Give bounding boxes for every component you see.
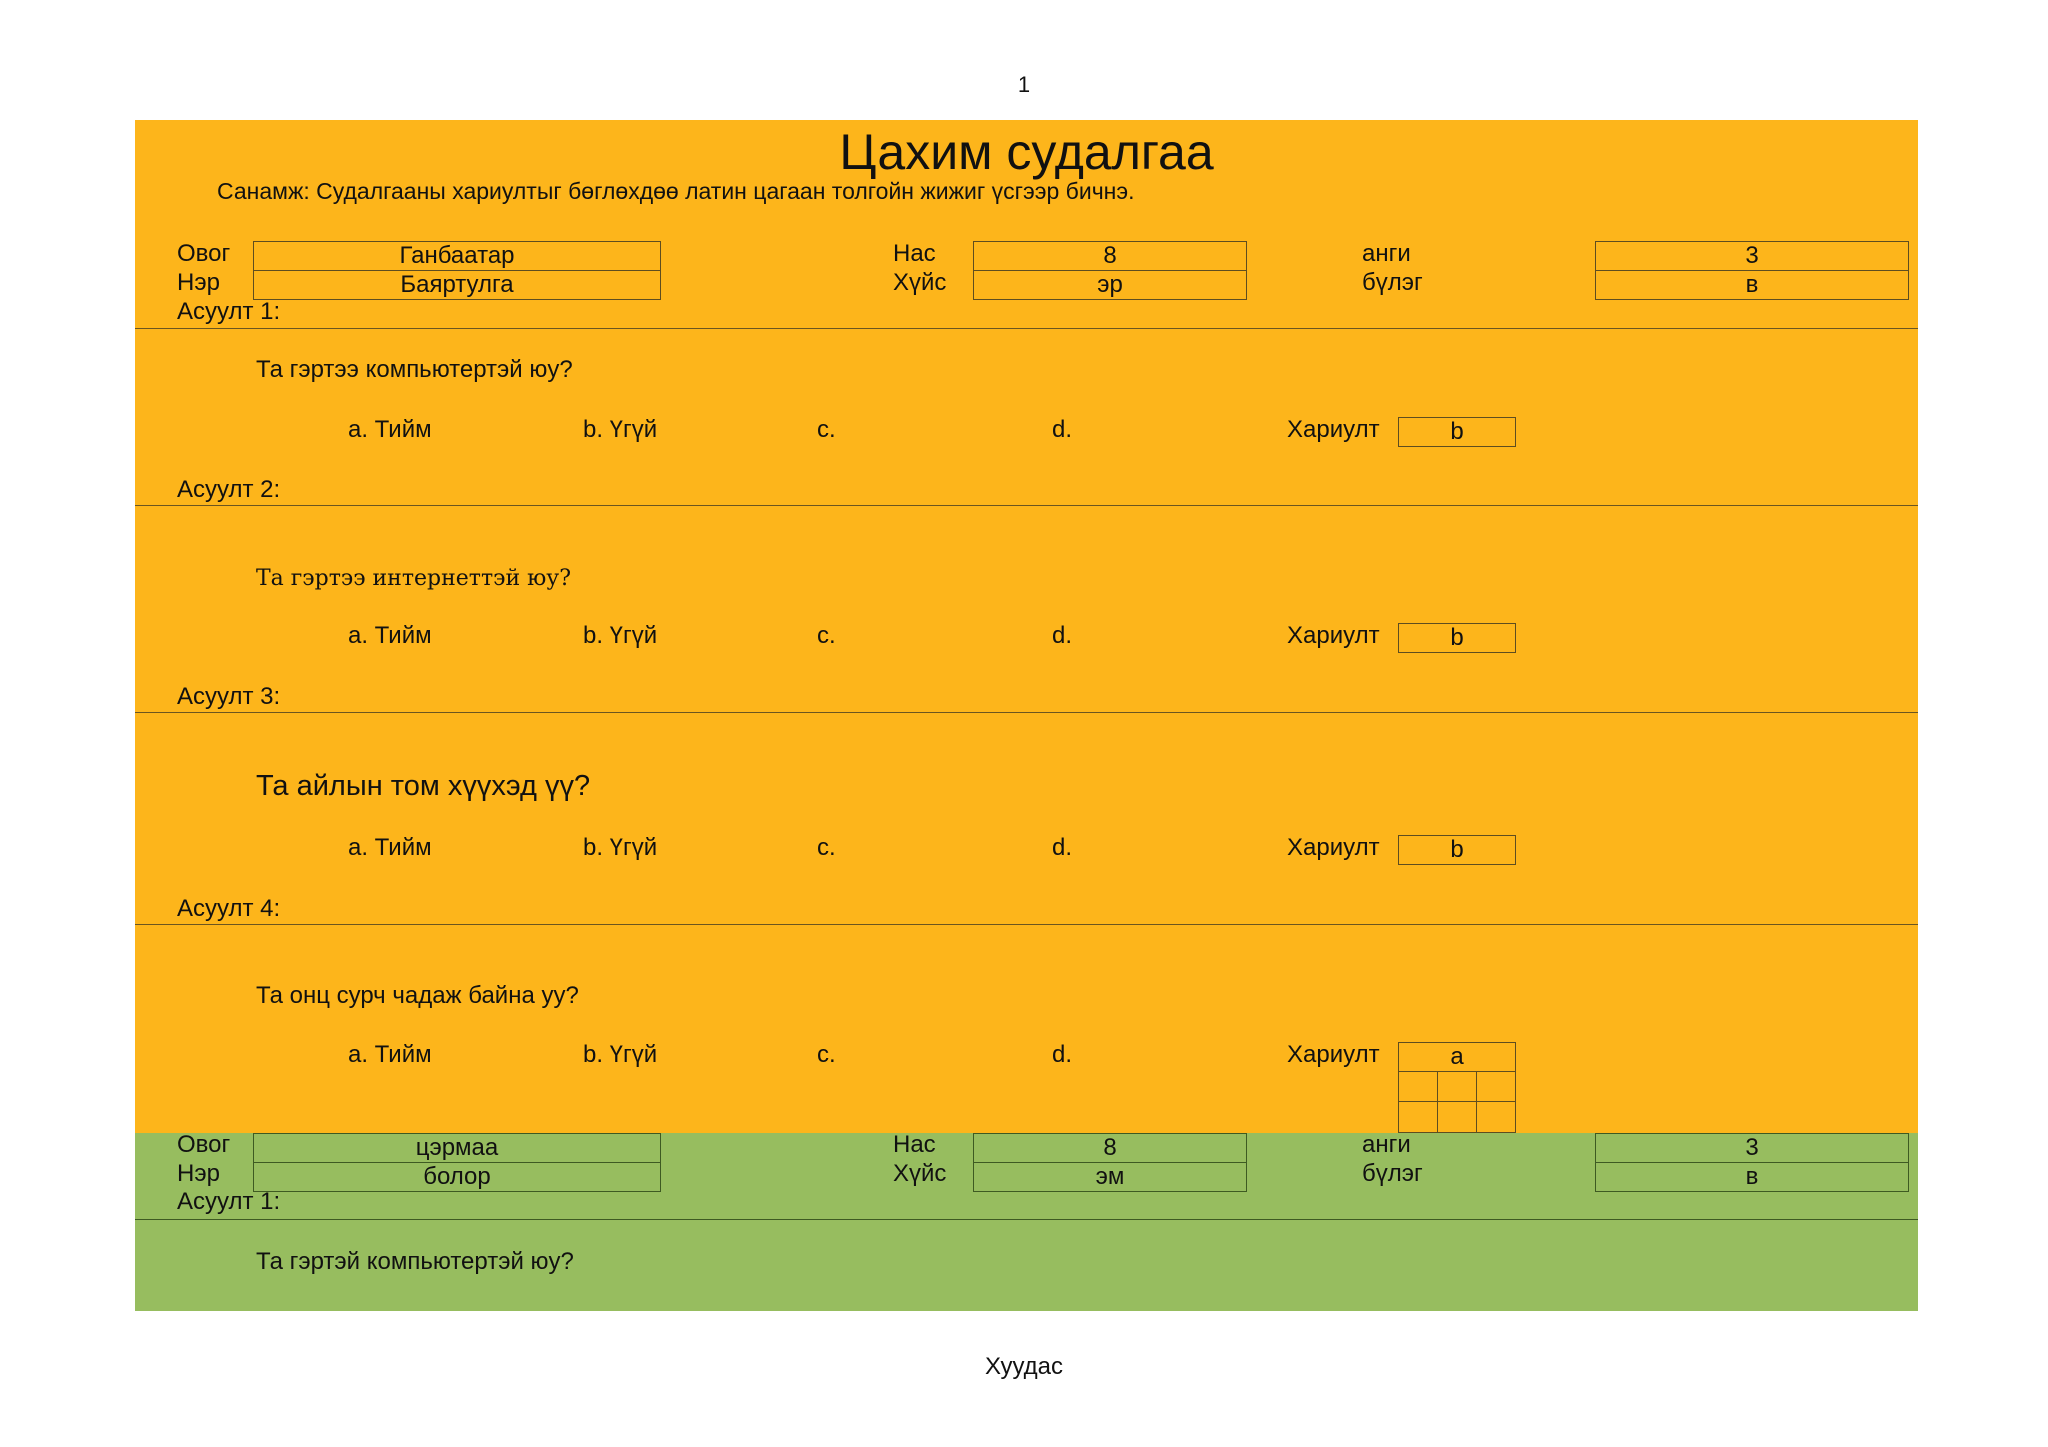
question-3-text: Та айлын том хүүхэд үү? xyxy=(256,770,591,802)
answer-label: Хариулт xyxy=(1287,622,1380,649)
page-footer: Хуудас xyxy=(984,1353,1064,1380)
name-label: Нэр xyxy=(177,1160,220,1187)
question-3-label: Асуулт 3: xyxy=(177,683,281,710)
option-c: c. xyxy=(817,416,836,443)
group-field[interactable]: в xyxy=(1595,1162,1909,1192)
survey-title: Цахим судалгаа xyxy=(839,124,1214,180)
answer-label: Хариулт xyxy=(1287,834,1380,861)
question-1-text: Та гэртээ компьютертэй юу? xyxy=(256,356,573,383)
option-d: d. xyxy=(1052,622,1073,649)
option-a: a. Тийм xyxy=(348,416,432,443)
survey-note: Санамж: Судалгааны хариултыг бөглөхдөө латин цагаан толгойн жижиг үсгээр бичнэ. xyxy=(217,178,1135,204)
question-4-text: Та онц сурч чадаж байна уу? xyxy=(256,982,579,1009)
grid-cell xyxy=(1476,1101,1516,1133)
option-c: c. xyxy=(817,834,836,861)
surname-label: Овог xyxy=(177,240,231,267)
grid-cell xyxy=(1437,1071,1477,1102)
respondent-1-section xyxy=(135,120,1918,1133)
question-1-text: Та гэртэй компьютертэй юу? xyxy=(256,1248,574,1275)
page-number: 1 xyxy=(1017,72,1031,97)
surname-field[interactable]: цэрмаа xyxy=(253,1133,661,1163)
divider xyxy=(135,1219,1918,1220)
option-b: b. Үгүй xyxy=(583,622,658,649)
question-2-text: Та гэртээ интернеттэй юу? xyxy=(256,566,572,591)
name-label: Нэр xyxy=(177,269,220,296)
divider xyxy=(135,505,1918,506)
age-label: Нас xyxy=(893,240,936,267)
name-field[interactable]: болор xyxy=(253,1162,661,1192)
option-b: b. Үгүй xyxy=(583,416,658,443)
option-b: b. Үгүй xyxy=(583,1041,658,1068)
group-label: бүлэг xyxy=(1362,269,1423,296)
option-c: c. xyxy=(817,1041,836,1068)
answer-4-field[interactable]: a xyxy=(1398,1042,1516,1072)
divider xyxy=(135,328,1918,329)
surname-field[interactable]: Ганбаатар xyxy=(253,241,661,271)
class-label: анги xyxy=(1362,240,1411,267)
option-d: d. xyxy=(1052,1041,1073,1068)
answer-1-field[interactable]: b xyxy=(1398,417,1516,447)
age-label: Нас xyxy=(893,1131,936,1158)
question-4-label: Асуулт 4: xyxy=(177,895,281,922)
group-field[interactable]: в xyxy=(1595,270,1909,300)
age-field[interactable]: 8 xyxy=(973,1133,1247,1163)
surname-label: Овог xyxy=(177,1131,231,1158)
answer-2-field[interactable]: b xyxy=(1398,623,1516,653)
answer-3-field[interactable]: b xyxy=(1398,835,1516,865)
grid-cell xyxy=(1437,1101,1477,1133)
option-a: a. Тийм xyxy=(348,834,432,861)
question-1-label: Асуулт 1: xyxy=(177,1188,281,1215)
grid-cell xyxy=(1398,1101,1438,1133)
option-c: c. xyxy=(817,622,836,649)
gender-field[interactable]: эм xyxy=(973,1162,1247,1192)
class-field[interactable]: 3 xyxy=(1595,241,1909,271)
gender-label: Хүйс xyxy=(893,269,947,296)
class-label: анги xyxy=(1362,1131,1411,1158)
option-d: d. xyxy=(1052,834,1073,861)
option-d: d. xyxy=(1052,416,1073,443)
option-a: a. Тийм xyxy=(348,1041,432,1068)
group-label: бүлэг xyxy=(1362,1160,1423,1187)
name-field[interactable]: Баяртулга xyxy=(253,270,661,300)
age-field[interactable]: 8 xyxy=(973,241,1247,271)
divider xyxy=(135,924,1918,925)
option-a: a. Тийм xyxy=(348,622,432,649)
gender-field[interactable]: эр xyxy=(973,270,1247,300)
question-2-label: Асуулт 2: xyxy=(177,476,281,503)
grid-cell xyxy=(1476,1071,1516,1102)
divider xyxy=(135,712,1918,713)
question-1-label: Асуулт 1: xyxy=(177,298,281,325)
gender-label: Хүйс xyxy=(893,1160,947,1187)
answer-label: Хариулт xyxy=(1287,416,1380,443)
class-field[interactable]: 3 xyxy=(1595,1133,1909,1163)
grid-cell xyxy=(1398,1071,1438,1102)
answer-label: Хариулт xyxy=(1287,1041,1380,1068)
respondent-2-section xyxy=(135,1133,1918,1311)
option-b: b. Үгүй xyxy=(583,834,658,861)
